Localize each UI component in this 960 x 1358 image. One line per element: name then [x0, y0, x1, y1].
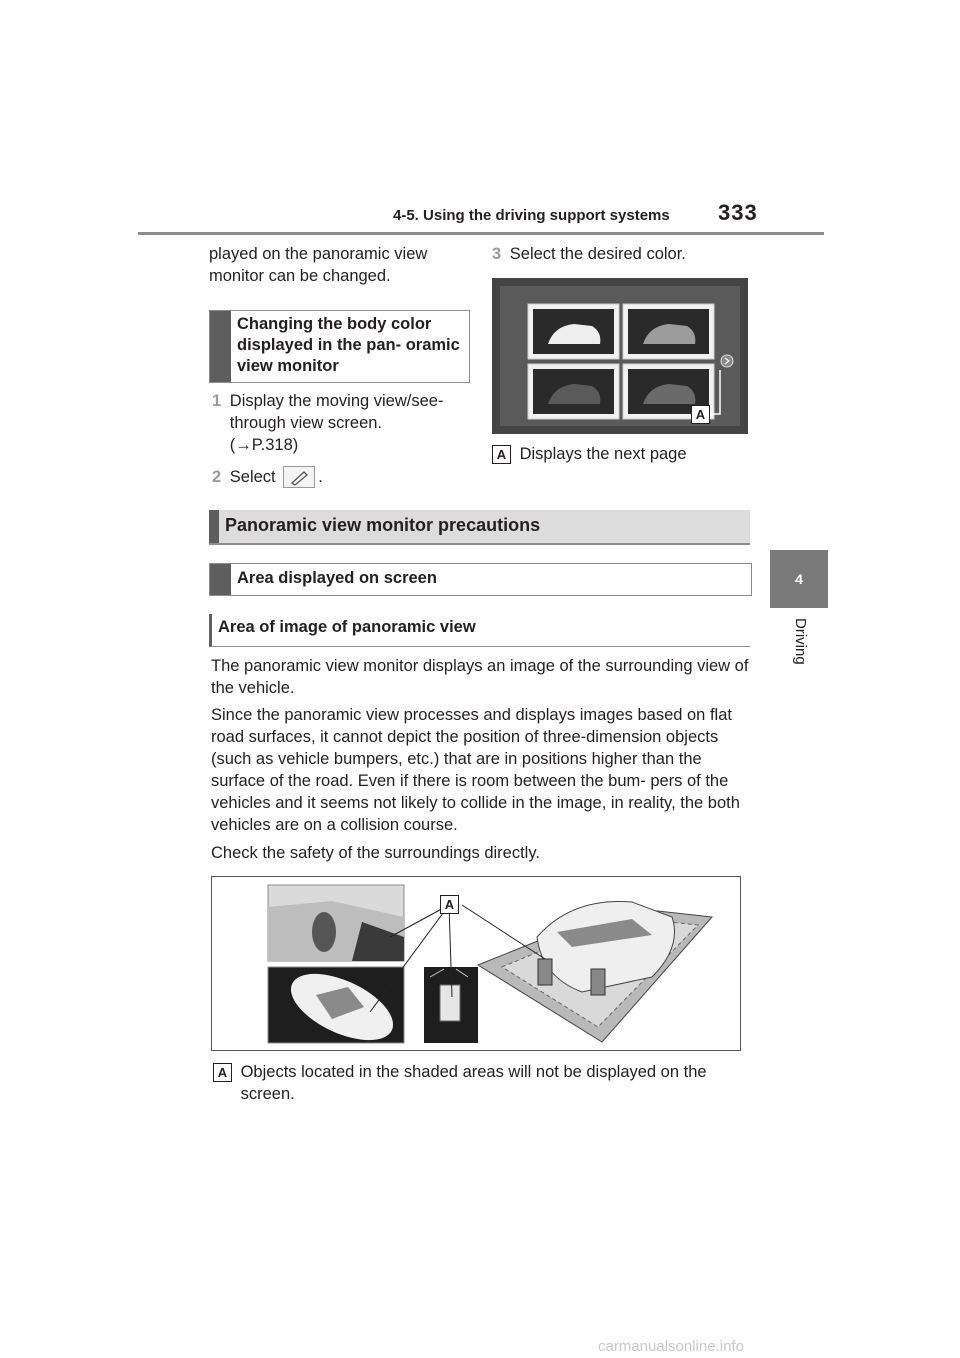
shaded-area-caption [213, 1061, 753, 1105]
next-page-caption-text: Displays the next page [519, 445, 687, 463]
body-color-heading [209, 310, 470, 383]
page-number: 333 [718, 200, 758, 225]
caption-tag-a: A [492, 445, 511, 464]
body-color-heading-text: Changing the body color displayed in the pan- oramic view monitor [237, 315, 460, 375]
image-area-heading-text: Area of image of panoramic view [218, 618, 476, 636]
color-select-screen [492, 278, 748, 434]
step-1-ref: (→P.318) [229, 436, 299, 454]
area-heading-bar [210, 564, 231, 595]
para-3: Check the safety of the surroundings directly. [211, 844, 540, 862]
chapter-label-text: Driving [792, 618, 809, 665]
heading-bar [210, 311, 231, 382]
step-2 [212, 466, 323, 488]
step-2-end: . [318, 468, 323, 486]
next-page-caption [492, 443, 687, 465]
screen-callout-a: A [691, 405, 710, 424]
area-heading-text: Area displayed on screen [237, 569, 437, 587]
area-heading [209, 563, 752, 596]
precautions-heading-text: Panoramic view monitor precautions [225, 515, 541, 535]
step-3-text: Select the desired color. [509, 245, 686, 263]
intro-text: played on the panoramic view monitor can be changed. [209, 245, 428, 285]
precautions-heading [209, 510, 750, 545]
step-3-number: 3 [492, 245, 502, 263]
section-title: 4-5. Using the driving support systems [393, 207, 670, 224]
step-2-number: 2 [212, 468, 222, 486]
step-3 [492, 243, 686, 265]
step-1 [212, 390, 472, 456]
figure-caption-tag-a: A [213, 1063, 232, 1082]
para-1: The panoramic view monitor displays an image of the surrounding view of the vehicle. [211, 657, 749, 697]
precautions-heading-bar [209, 510, 219, 543]
header-rule [138, 232, 824, 235]
blind-area-figure [211, 876, 741, 1051]
step-1-number: 1 [212, 392, 222, 410]
step-2-text: Select [229, 468, 276, 486]
step-1-text: Display the moving view/see- through view screen. [229, 392, 444, 432]
edit-icon [283, 466, 315, 488]
chapter-label [767, 618, 831, 682]
para-2: Since the panoramic view processes and displays images based on flat road surfaces, it cannot depict the position of three-dimension objects (such as vehicle bumpers, etc.) that are in positions higher than the surface of the road. Even if there is room between the bum- pers of the vehicles and it seems not likely to collide in the image, in reality, the both vehicles are on a collision course. [211, 706, 740, 834]
figure-callout-a: A [440, 895, 459, 914]
image-area-heading [209, 614, 750, 647]
watermark: carmanualsonline.info [598, 1338, 744, 1355]
shaded-area-caption-text: Objects located in the shaded areas will not be displayed on the screen. [240, 1063, 707, 1103]
chapter-tab: 4 [770, 550, 828, 608]
